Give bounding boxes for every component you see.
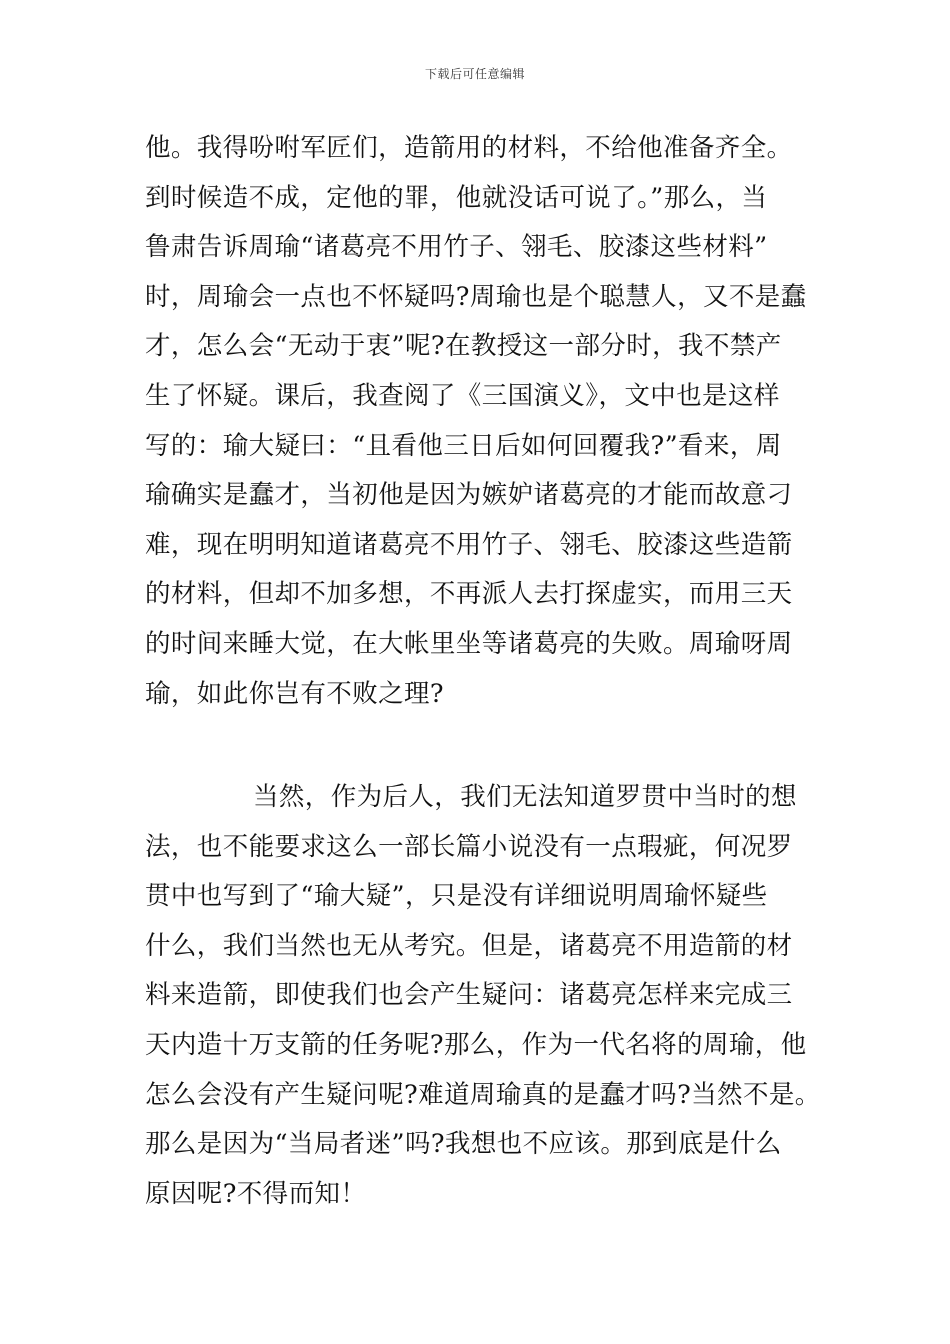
text-line: 怎么会没有产生疑问呢?难道周瑜真的是蠢才吗?当然不是。 bbox=[145, 1079, 821, 1110]
text-line: 原因呢?不得而知！ bbox=[145, 1178, 367, 1209]
text-line: 时，周瑜会一点也不怀疑吗?周瑜也是个聪慧人，又不是蠢 bbox=[145, 281, 807, 312]
text-line: 难，现在明明知道诸葛亮不用竹子、翎毛、胶漆这些造箭 bbox=[145, 529, 793, 560]
text-line: 鲁肃告诉周瑜“诸葛亮不用竹子、翎毛、胶漆这些材料” bbox=[145, 232, 768, 263]
page-header: 下载后可任意编辑 bbox=[424, 67, 525, 81]
paragraph-2 bbox=[145, 773, 825, 1219]
text-line: 他。我得吩咐军匠们，造箭用的材料，不给他准备齐全。 bbox=[145, 133, 793, 163]
text-line: 当然，作为后人，我们无法知道罗贯中当时的想 bbox=[253, 782, 797, 812]
text-line: 写的：瑜大疑曰：“且看他三日后如何回覆我?”看来，周 bbox=[145, 430, 782, 461]
text-line: 生了怀疑。课后，我查阅了《三国演义》，文中也是这样 bbox=[145, 380, 780, 411]
text-line: 瑜，如此你岂有不败之理? bbox=[145, 678, 444, 709]
text-line: 瑜确实是蠢才，当初他是因为嫉妒诸葛亮的才能而故意刁 bbox=[145, 480, 793, 511]
text-line: 的材料，但却不加多想，不再派人去打探虚实，而用三天 bbox=[145, 579, 793, 610]
paragraph-1 bbox=[145, 124, 825, 719]
text-line: 贯中也写到了“瑜大疑”，只是没有详细说明周瑜怀疑些 bbox=[145, 881, 768, 912]
text-line: 的时间来睡大觉，在大帐里坐等诸葛亮的失败。周瑜呀周 bbox=[145, 628, 793, 659]
text-line: 才，怎么会“无动于衷”呢?在教授这一部分时，我不禁产 bbox=[145, 331, 782, 362]
text-line: 料来造箭，即使我们也会产生疑问：诸葛亮怎样来完成三 bbox=[145, 980, 793, 1011]
text-line: 法，也不能要求这么一部长篇小说没有一点瑕疵，何况罗 bbox=[145, 831, 793, 862]
text-line: 那么是因为“当局者迷”吗?我想也不应该。那到底是什么 bbox=[145, 1129, 782, 1160]
text-line: 什么，我们当然也无从考究。但是，诸葛亮不用造箭的材 bbox=[145, 930, 793, 961]
text-line: 天内造十万支箭的任务呢?那么，作为一代名将的周瑜，他 bbox=[145, 1029, 807, 1060]
text-line: 到时候造不成，定他的罪，他就没话可说了。”那么，当 bbox=[145, 182, 768, 213]
